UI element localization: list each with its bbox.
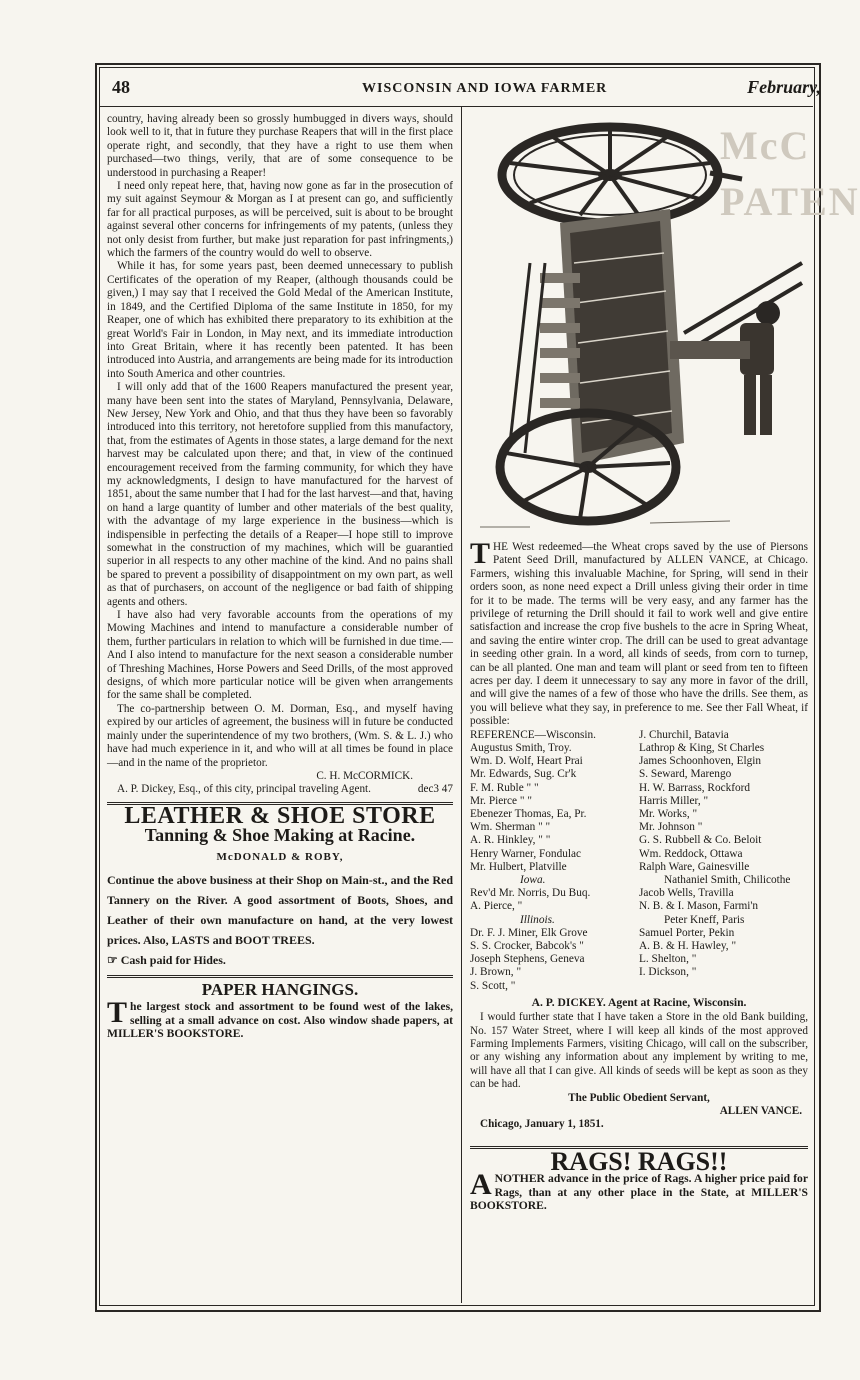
reference-left: Iowa. — [520, 873, 546, 886]
reference-row — [470, 795, 808, 808]
reference-left: Wm. D. Wolf, Heart Prai — [470, 755, 583, 768]
reference-row — [470, 966, 808, 979]
article-paragraph: The co-partnership between O. M. Dorman, Esq., and myself having expired by our articles of agreement, the business will in future be conducted mainly under the superintendence of my two brothers, (Wm. S. & L. J.) who have had much experience in it, and who will at all times be found in place—and in the name of the proprietor. — [107, 702, 453, 769]
reference-row — [470, 755, 808, 768]
agent-line: A. P. DICKEY. Agent at Racine, Wisconsin. — [531, 995, 747, 1009]
reference-left: Henry Warner, Fondulac — [470, 847, 582, 860]
reference-right: N. B. & I. Mason, Farmi'n — [639, 900, 759, 913]
reference-left: Mr. Edwards, Sug. Cr'k — [470, 768, 577, 781]
reference-right: Samuel Porter, Pekin — [639, 926, 735, 939]
drop-cap: T — [470, 537, 491, 570]
reference-left: A. Pierce, " — [470, 900, 523, 913]
article-paragraph: While it has, for some years past, been deemed unnecessary to publish Certificates of the operation of my Reaper, (although thousands could be given,) I may say that I received the Gold Medal of the American Institute, in 1849, and the Certified Diploma of the same Institute in 1850, for my Reaper, one of which has exhibited there preparatory to its exhibition at the great World's Fair in London, in May next, and its immediate introduction into Great Britain, where it has recently been patented. It has been introduced into Austria, and arrangements are being made for its introduction into South America and other countries. — [107, 260, 453, 380]
reference-right: H. W. Barrass, Rockford — [639, 781, 751, 794]
reference-row — [470, 729, 808, 742]
leather-ad-text: Continue the above business at their Shop on Main-st., and the Red Tannery on the River. A good assortment of Boots, Shoes, and Leather of their own manufacture on hand, at the very lowest prices. Also, LASTS and BOOT TREES. — [107, 872, 453, 947]
reference-row — [470, 874, 808, 887]
paper-hangings-title: PAPER HANGINGS. — [201, 979, 359, 999]
reference-row — [470, 940, 808, 953]
section-rule — [107, 975, 453, 978]
reference-right: James Schoonhoven, Elgin — [639, 755, 762, 768]
reference-list — [470, 729, 808, 993]
reference-right: S. Seward, Marengo — [639, 768, 732, 781]
paper-hangings-text: The largest stock and assortment to be found west of the lakes, selling at a small advance on cost. Also window shade papers, at MILLER'S BOOKSTORE. — [107, 996, 453, 1041]
reference-right: Peter Kneff, Paris — [664, 913, 745, 926]
agent-date: dec3 47 — [417, 783, 453, 796]
paper-hangings-ad — [107, 979, 453, 1041]
drop-cap: A — [470, 1168, 492, 1202]
reference-row — [470, 782, 808, 795]
reference-right: G. S. Rubbell & Co. Beloit — [639, 834, 762, 847]
reference-row — [470, 808, 808, 821]
rags-ad — [470, 1146, 808, 1213]
reference-right: Nathaniel Smith, Chilicothe — [664, 873, 791, 886]
header-rule — [99, 106, 813, 107]
reference-row — [470, 834, 808, 847]
reference-left: Ebenezer Thomas, Ea, Pr. — [470, 807, 587, 820]
store-paragraph: I would further state that I have taken a Store in the old Bank building, No. 157 Water Street, where I will keep all kinds of the most approved Farming Implements Farmers, visiting Chicago, will call on the subscriber, or any wishing any information about any implement by writing to me, will have all that I can give. All kinds of seeds will be kept as soon as they can be had. — [470, 1011, 808, 1091]
running-title: WISCONSIN AND IOWA FARMER — [362, 81, 608, 96]
reference-left: Dr. F. J. Miner, Elk Grove — [470, 926, 588, 939]
reference-row — [470, 953, 808, 966]
reference-row — [470, 848, 808, 861]
reference-left: Mr. Hulbert, Platville — [470, 860, 567, 873]
reference-right: Ralph Ware, Gainesville — [639, 860, 750, 873]
reference-row — [470, 980, 808, 993]
reference-right: Harris Miller, " — [639, 794, 709, 807]
running-month: February, — [747, 77, 821, 97]
reference-right: J. Churchil, Batavia — [639, 728, 729, 741]
leather-ad — [107, 802, 453, 970]
leather-ad-cash: ☞ Cash paid for Hides. — [107, 952, 226, 967]
reference-left: Illinois. — [520, 913, 555, 926]
reference-right: Mr. Works, " — [639, 807, 698, 820]
reference-right: Wm. Reddock, Ottawa — [639, 847, 743, 860]
reference-left: J. Brown, " — [470, 966, 522, 979]
reference-left: S. S. Crocker, Babcok's " — [470, 939, 584, 952]
right-column — [470, 537, 808, 1213]
advertiser-name: ALLEN VANCE. — [719, 1105, 802, 1117]
agent-note: A. P. Dickey, Esq., of this city, principal traveling Agent. dec3 47 — [117, 783, 453, 796]
article-paragraph: I have also had very favorable accounts from the operations of my Mowing Machines and intend to manufacture a considerable number of them, further particulars in relation to which will be furnished in due time.—And I also intend to manufacture for the next season a considerable number of Threshing Machines, Horse Powers and Seed Drills, of the most approved designs, of which more particular notice will be given when arrangements for the same shall be completed. — [107, 609, 453, 702]
seed-drill-ad — [470, 537, 808, 729]
article-paragraph: I need only repeat here, that, having now gone as far in the prosecution of my suit against Seymour & Morgan as I at present can go, and sufficiently far for all practical purposes, as will be perceived, suit is about to be brought against several other concerns for infringements of my patents, (unless they not only desist from further, but make just reparation for past infringments,) which the farmers of the country would do well to observe. — [107, 180, 453, 260]
reference-left: S. Scott, " — [470, 979, 516, 992]
reference-right: A. B. & H. Hawley, " — [639, 939, 737, 952]
reference-left: F. M. Ruble " " — [470, 781, 539, 794]
reference-right: L. Shelton, " — [639, 953, 697, 966]
reference-row — [470, 914, 808, 927]
page-number: 48 — [112, 77, 130, 97]
page-header — [112, 77, 821, 105]
reference-left: Mr. Pierce " " — [470, 794, 532, 807]
reference-left: Rev'd Mr. Norris, Du Buq. — [470, 887, 591, 900]
reference-row — [470, 927, 808, 940]
reference-left: A. R. Hinkley, " " — [470, 834, 551, 847]
seed-drill-text: THE West redeemed—the Wheat crops saved by the use of Piersons Patent Seed Drill, manufactured by ALLEN VANCE, at Chicago. Farmers, wishing this invaluable Machine, for Spring, will send in their orders soon, as none need expect a Drill unless giving their order in time for it to be made. The terms will be very easy, and any farmer has the privilege of returning the Drill should it fail to work well and give entire satisfaction and increase the crop five bushels to the acre in Spring Wheat, and saving the entire winter crop. The drill can be used to great advantage in seeding other grain. In a word, all kinds of seeds, from corn to turnep, can be all planted. One man and team will plant or seed from ten to fifteen acres per day. I deem it unnecessary to say any more in favor of the drill, and will give the names of a few of those who have the drills. See them, as you will believe what they say, in preference to me. See ther Fall Wheat, if possible: — [470, 537, 808, 728]
left-column — [107, 113, 453, 1041]
article-paragraph: country, having already been so grossly humbugged in divers ways, should look well to it, that in future they purchase Reapers that will in the first place operate right, and secondly, that they have a right to use them when purchased—two things, verily, that are of some consequence to be understood in purchasing a Reaper! — [107, 113, 453, 179]
rags-title: RAGS! RAGS!! — [550, 1146, 728, 1176]
reference-right: Mr. Johnson " — [639, 821, 703, 834]
reference-row — [470, 821, 808, 834]
reference-left: Joseph Stephens, Geneva — [470, 953, 585, 966]
reference-row — [470, 768, 808, 781]
rags-text: ANOTHER advance in the price of Rags. A higher price paid for Rags, than at any other place in the State, at MILLER'S BOOKSTORE. — [470, 1168, 808, 1213]
reference-right: Jacob Wells, Travilla — [639, 887, 734, 900]
reference-row — [470, 900, 808, 913]
article-paragraph: I will only add that of the 1600 Reapers manufactured the present year, many have been sent into the states of Maryland, Pennsylvania, Delaware, New Jersey, New York and Ohio, and that thus they have been so favorably introduced into this territory, not heretofore supplied from this manufactory, that, from the estimates of Agents in those states, a large demand for the next harvest may be calculated upon there; and that, in view of the continued encouragement received from the farming community, for which they have my acknowledgments, I design to have manufactured for the harvest of 1851, about the same number that I had for the last harvest—and that, having on hand a large quantity of lumber and other materials of the best quality, with the advantage of my large experience in the business—which is indispensible in perfecting the details of a Reaper—I hope still to improve somewhat in the construction of my machines, which will be guarantied superior in all respects to any other machine of the kind. And no pains shall be spared to prevent a possibility of disappointment on my own part, as well as that of purchasers, on account of the negligence or bad faith of shipping agents and others. — [107, 381, 453, 608]
reference-row — [470, 887, 808, 900]
reference-right — [639, 980, 808, 993]
reference-left: Wm. Sherman " " — [470, 821, 551, 834]
show-through-text: McC PATEN — [720, 123, 860, 224]
reference-row — [470, 861, 808, 874]
closing-line: The Public Obedient Servant, — [568, 1091, 710, 1104]
reference-right: I. Dickson, " — [639, 966, 697, 979]
leather-ad-title: LEATHER & SHOE STORE — [124, 802, 436, 829]
drop-cap: T — [107, 996, 128, 1030]
column-divider — [461, 107, 462, 1303]
reference-row — [470, 742, 808, 755]
signature: C. H. McCORMICK. — [316, 769, 413, 782]
leather-ad-firm: McDONALD & ROBY, — [216, 850, 344, 863]
leather-ad-subtitle: Tanning & Shoe Making at Racine. — [144, 825, 416, 846]
reference-left: REFERENCE—Wisconsin. — [470, 728, 597, 741]
reference-left: Augustus Smith, Troy. — [470, 741, 572, 754]
reference-right: Lathrop & King, St Charles — [639, 741, 765, 754]
dateline: Chicago, January 1, 1851. — [480, 1118, 604, 1131]
